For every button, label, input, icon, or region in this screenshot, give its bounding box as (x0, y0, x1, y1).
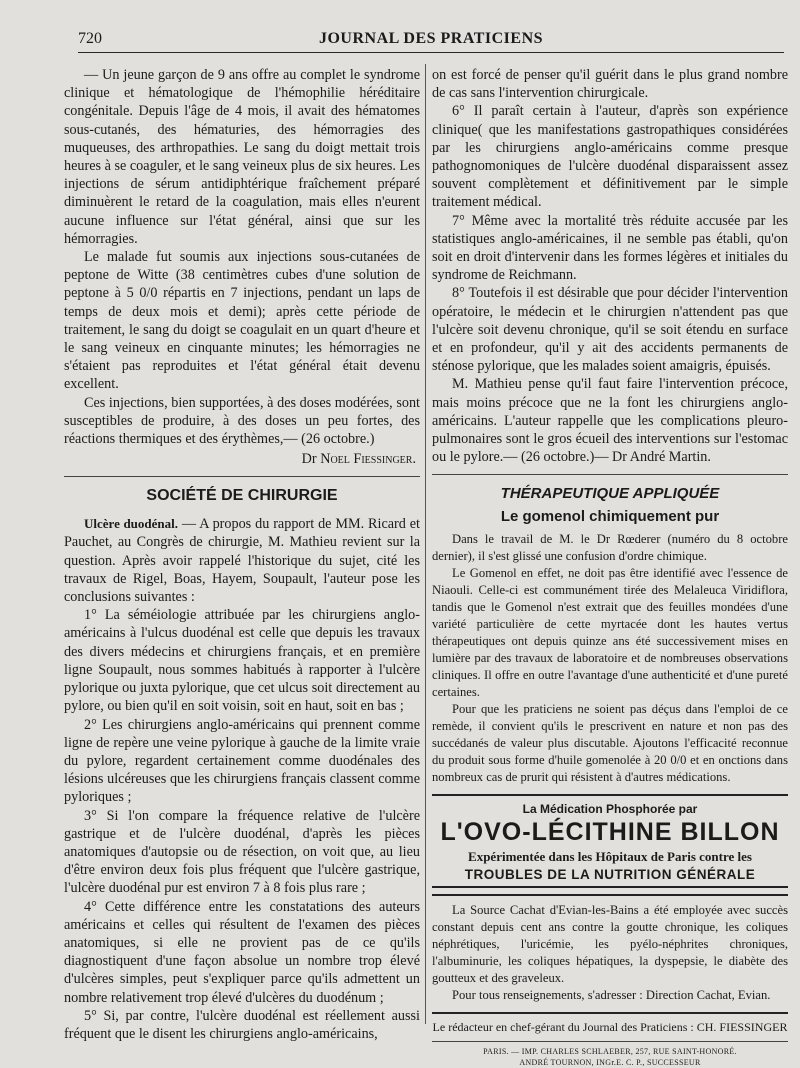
gomenol-paragraph-2: Le Gomenol en effet, ne doit pas être identifié avec l'essence de Niaouli. Celle-ci est communément tirée des Melaleuca Viridiflora, tandis que le Gomenol n'est extrait que des feuilles mondées d'une variété particulière de cette myrtacée dont les hautes vertus thérapeutiques ont depuis quinze ans été successivement mises en lumière par des travaux de laboratoire et de nombreuses observations cliniques. Il offre en outre l'avantage d'une authenticité et d'une pureté certaines. (432, 566, 788, 700)
advertisement-cachat (432, 894, 788, 1004)
section-divider (64, 476, 420, 477)
conclusion-8: 8° Toutefois il est désirable que pour décider l'intervention opératoire, le médecin et le chirurgien n'attendent pas que l'ulcère soit devenu chronique, qu'il se soit étendu en surface et en profondeur, qu'il y ait des accidents permanents de sténose pylorique, que les malades soient amaigris, épuisés. (432, 285, 788, 375)
conclusion-1: 1° La séméiologie attribuée par les chirurgiens anglo-américains à l'ulcus duodénal est celle que depuis les travaux des divers médecins et chirurgiens français, et en première ligne Soupault, nous sommes habitués à rapporter à l'ulcère pylorique ou juxta pylorique, que cet ulcus soit directement au pylore, ou bien qu'il en soit voisin, soit en haut, soit en bas ; (64, 607, 420, 715)
hemophilia-paragraph-3: Ces injections, bien supportées, à des doses modérées, sont susceptibles de produire, à des doses un peu fortes, des réactions thermiques et des érythèmes,— (26 octobre.) (64, 394, 420, 448)
mathieu-summary: M. Mathieu pense qu'il faut faire l'intervention précoce, mais moins précoce que ne la font les chirurgiens anglo-américains. L'auteur rappelle que les complications pleuro-pulmonaires sont le gros écueil des interventions sur l'estomac ou le pylore.— (26 octobre.)— Dr André Martin. (432, 376, 788, 466)
ulcer-intro-text: — A propos du rapport de MM. Ricard et Pauchet, au Congrès de chirurgie, M. Mathieu revient sur la question. Après avoir rappelé l'historique du sujet, cité les travaux de Rigel, Boas, Hayem, Soupault, l'auteur pose les conclusions suivantes : (64, 516, 420, 606)
conclusion-5-continued: on est forcé de penser qu'il guérit dans le plus grand nombre de cas sans l'intervention chirurgicale. (432, 67, 788, 102)
signature-fiessinger (64, 450, 416, 468)
conclusion-7: 7° Même avec la mortalité très réduite accusée par les statistiques anglo-américaines, il ne semble pas établi, qu'on soit en droit d'intervenir dans les formes légères et initiales du syndrome de Reichmann. (432, 212, 788, 284)
signature-name: Noel Fiessinger. (320, 451, 416, 468)
hemophilia-paragraph-1: — Un jeune garçon de 9 ans offre au complet le syndrome clinique et hématologique de l'hémophilie héréditaire congénitale. Depuis l'âge de 4 mois, il avait des hématomes sous-cutanés, des hématuries, des hémorragies des muqueuses, des arthropathies. Le sang du doigt mettait trois heures à se coaguler, et le sang veineux plus de six heures. Les injections de sérum antidiphtérique fraîchement préparé diminuèrent le retard de la coagulation, mais elles n'eurent aucune influence sur l'état général, ainsi que sur les hémorragies. (64, 67, 420, 247)
hemophilia-paragraph-2: Le malade fut soumis aux injections sous-cutanées de peptone de Witte (38 centimètres cubes d'une solution de peptone à 5 0/0 répartis en 7 injections, pendant un laps de temps de deux mois et demi); après cette période de traitement, le sang du doigt se coagulait en un quart d'heure et le sang veineux en cinquante minutes; les hémorragies ne s'étaient pas reproduites et l'état général était devenu excellent. (64, 249, 420, 393)
editor-line: Le rédacteur en chef-gérant du Journal des Praticiens : CH. FIESSINGER (432, 1012, 788, 1035)
ad-indication: TROUBLES DE LA NUTRITION GÉNÉRALE (464, 867, 756, 883)
conclusion-2: 2° Les chirurgiens anglo-américains qui prennent comme ligne de repère une veine pylorique à gauche de la limite vraie du pylore, regardent certainement comme duodénales des lésions ulcéreuses que les chirurgiens français classent comme pyloriques ; (64, 716, 420, 806)
ad-brand: L'OVO-LÉCITHINE BILLON (440, 818, 780, 847)
ulcer-lead: Ulcère duodénal. (84, 516, 179, 532)
journal-title: JOURNAL DES PRATICIENS (318, 30, 544, 47)
left-column (64, 66, 420, 1043)
article-title-gomenol: Le gomenol chimiquement pur (500, 508, 720, 526)
section-heading-therapeutique: THÉRAPEUTIQUE APPLIQUÉE (500, 485, 720, 503)
right-column (432, 66, 788, 1068)
column-divider (425, 64, 426, 1024)
ad-tagline: La Médication Phosphorée par (522, 802, 698, 817)
gomenol-article (432, 531, 788, 786)
ulcer-intro-paragraph (64, 515, 420, 606)
section-divider-therap (432, 474, 788, 475)
cachat-contact: Pour tous renseignements, s'adresser : Direction Cachat, Evian. (452, 988, 771, 1003)
imprint (432, 1041, 788, 1068)
imprint-line-1: PARIS. — IMP. CHARLES SCHLAEBER, 257, RUE SAINT-HONORÉ. (483, 1047, 737, 1057)
gomenol-paragraph-3: Pour que les praticiens ne soient pas déçus dans l'emploi de ce remède, il convient qu'ils le prescrivent en nature et non pas des succédanés de valeur plus discutable. Ajoutons l'efficacité reconnue du produit sous forme d'huile gomenolée à 20 0/0 et en onctions dans nombreux cas de prurit qui résistent à d'autres médications. (432, 702, 788, 785)
conclusion-6: 6° Il paraît certain à l'auteur, d'après son expérience clinique( que les manifestations gastropathiques considérées par les chirurgiens anglo-américains comme presque pathognomoniques de l'ulcère duodénal disparaissent assez souvent complètement et définitivement par le simple traitement médical. (432, 103, 788, 211)
imprint-line-2: ANDRÉ TOURNON, INGr.E. C. P., SUCCESSEUR (519, 1058, 701, 1068)
conclusion-3: 3° Si l'on compare la fréquence relative de l'ulcère gastrique et de l'ulcère duodénal, d'après les pièces anatomiques d'autopsie ou de résection, on voit que, au lieu d'être environ deux fois plus fréquent que l'ulcère gastrique, l'ulcère duodénal pur est environ 7 à 8 fois plus rare ; (64, 807, 420, 897)
section-heading-societe: SOCIÉTÉ DE CHIRURGIE (146, 487, 338, 505)
gomenol-paragraph-1: Dans le travail de M. le Dr Rœderer (numéro du 8 octobre dernier), il s'est glissé une confusion d'ordre chimique. (432, 532, 788, 564)
signature-prefix: Dr (301, 451, 321, 468)
conclusion-4: 4° Cette différence entre les constatations des auteurs américains et celles qui résultent de l'examen des pièces anatomiques, si elle ne provient pas de ce qu'ils diagnostiquent d'une façon absolue un nombre trop élevé d'ulcères simples, peut s'expliquer parce qu'ils admettent un nombre relativement trop élevé d'ulcères du duodénum ; (64, 898, 420, 1006)
ad-subtitle: Expérimentée dans les Hôpitaux de Paris contre les (468, 849, 752, 865)
cachat-text: La Source Cachat d'Evian-les-Bains a été employée avec succès constant depuis cent ans contre la goutte chronique, les coliques néphrétiques, l'uricémie, les pyélo-néphrites chroniques, l'albuminurie, les coliques hépatiques, la dyspepsie, le diabète des goutteux et des graveleux. (432, 903, 788, 986)
advertisement-billon (432, 794, 788, 888)
conclusion-5: 5° Si, par contre, l'ulcère duodénal est réellement aussi fréquent que le disent les chirurgiens anglo-américains, (64, 1007, 420, 1042)
running-head (78, 30, 784, 53)
page-number: 720 (78, 30, 102, 47)
